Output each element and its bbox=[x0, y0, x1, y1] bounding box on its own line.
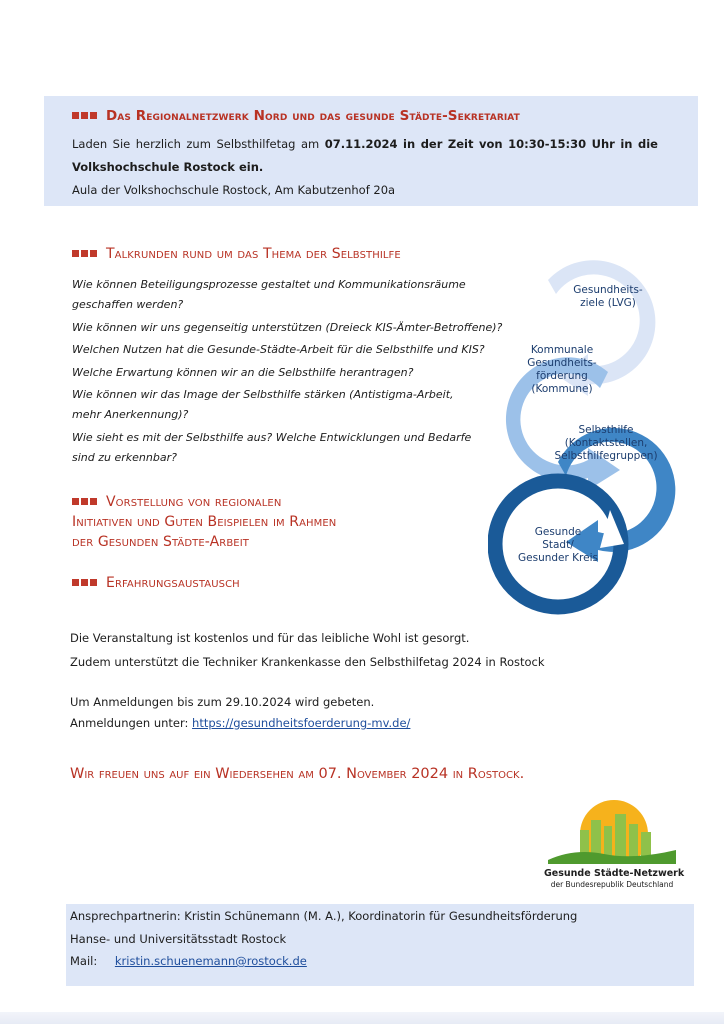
presentation-title-3: der Gesunden Städte-Arbeit bbox=[72, 534, 249, 550]
talk-line: Welche Erwartung können wir an die Selbsthilfe herantragen? bbox=[72, 366, 414, 379]
diagram-label-4: Gesunde Stadt/ Gesunder Kreis bbox=[518, 526, 598, 564]
diagram-label-1: Gesundheits- ziele (LVG) bbox=[573, 284, 643, 309]
bullet-squares-icon bbox=[72, 493, 99, 509]
talk-line: geschaffen werden? bbox=[72, 298, 184, 311]
bullet-squares-icon bbox=[72, 574, 99, 590]
talk-line: Welchen Nutzen hat die Gesunde-Städte-Arbeit für die Selbsthilfe und KIS? bbox=[72, 343, 485, 356]
logo-subtitle: der Bundesrepublik Deutschland bbox=[550, 880, 674, 889]
diagram-label-3: Selbsthilfe (Kontaktstellen, Selbsthilfegruppen) bbox=[554, 424, 658, 462]
page-bottom-band bbox=[0, 1012, 724, 1024]
mail-label: Mail: bbox=[70, 954, 98, 968]
bullet-squares-icon bbox=[72, 245, 99, 261]
talk-line: sind zu erkennbar? bbox=[72, 451, 177, 464]
presentation-title-1: Vorstellung von regionalen bbox=[72, 494, 281, 510]
invite-line-2: Volkshochschule Rostock ein. bbox=[72, 160, 264, 174]
presentation-title-2: Initiativen und Guten Beispielen im Rahmen bbox=[72, 514, 337, 530]
register-line bbox=[70, 716, 410, 730]
exchange-title: Erfahrungsaustausch bbox=[72, 575, 240, 591]
info-sponsor-text: Zudem unterstützt die Techniker Krankenkasse den Selbsthilfetag 2024 in Rostock bbox=[70, 655, 545, 669]
contact-person-text: Ansprechpartnerin: Kristin Schünemann (M. A.), Koordinatorin für Gesundheitsförderung bbox=[70, 909, 578, 923]
cycle-diagram bbox=[488, 248, 688, 628]
talk-line: Wie sieht es mit der Selbsthilfe aus? Welche Entwicklungen und Bedarfe bbox=[72, 431, 472, 444]
header-title: Das Regionalnetzwerk Nord und das gesunde Städte-Sekretariat bbox=[72, 108, 520, 124]
talk-line: Wie können Beteiligungsprozesse gestaltet und Kommunikationsräume bbox=[72, 278, 466, 291]
register-link[interactable]: https://gesundheitsfoerderung-mv.de/ bbox=[192, 716, 411, 730]
bullet-squares-icon bbox=[72, 107, 99, 123]
contact-city-text: Hanse- und Universitätsstadt Rostock bbox=[70, 932, 287, 946]
closing-text: Wir freuen uns auf ein Wiedersehen am 07. November 2024 in Rostock. bbox=[70, 766, 525, 782]
register-deadline-text: Um Anmeldungen bis zum 29.10.2024 wird gebeten. bbox=[70, 695, 375, 709]
mail-link[interactable]: kristin.schuenemann@rostock.de bbox=[114, 954, 307, 968]
invite-line: Laden Sie herzlich zum Selbsthilfetag am 07.11.2024 in der Zeit von 10:30-15:30 Uhr in die bbox=[72, 137, 658, 151]
logo-title: Gesunde Städte-Netzwerk bbox=[544, 868, 685, 879]
register-label: Anmeldungen unter: bbox=[70, 716, 189, 730]
talk-line: Wie können wir uns gegenseitig unterstützen (Dreieck KIS-Ämter-Betroffene)? bbox=[72, 321, 503, 334]
talk-title: Talkrunden rund um das Thema der Selbsthilfe bbox=[72, 246, 401, 262]
diagram-label-2: Kommunale Gesundheits- förderung (Kommune) bbox=[527, 344, 597, 395]
info-free-text: Die Veranstaltung ist kostenlos und für das leibliche Wohl ist gesorgt. bbox=[70, 631, 470, 645]
talk-line: mehr Anerkennung)? bbox=[72, 408, 189, 421]
gesunde-staedte-logo bbox=[544, 794, 685, 894]
talk-line: Wie können wir das Image der Selbsthilfe stärken (Antistigma-Arbeit, bbox=[72, 388, 454, 401]
contact-mail-line bbox=[70, 954, 307, 968]
city-sun-icon bbox=[544, 794, 680, 868]
location-text: Aula der Volkshochschule Rostock, Am Kabutzenhof 20a bbox=[72, 183, 396, 197]
